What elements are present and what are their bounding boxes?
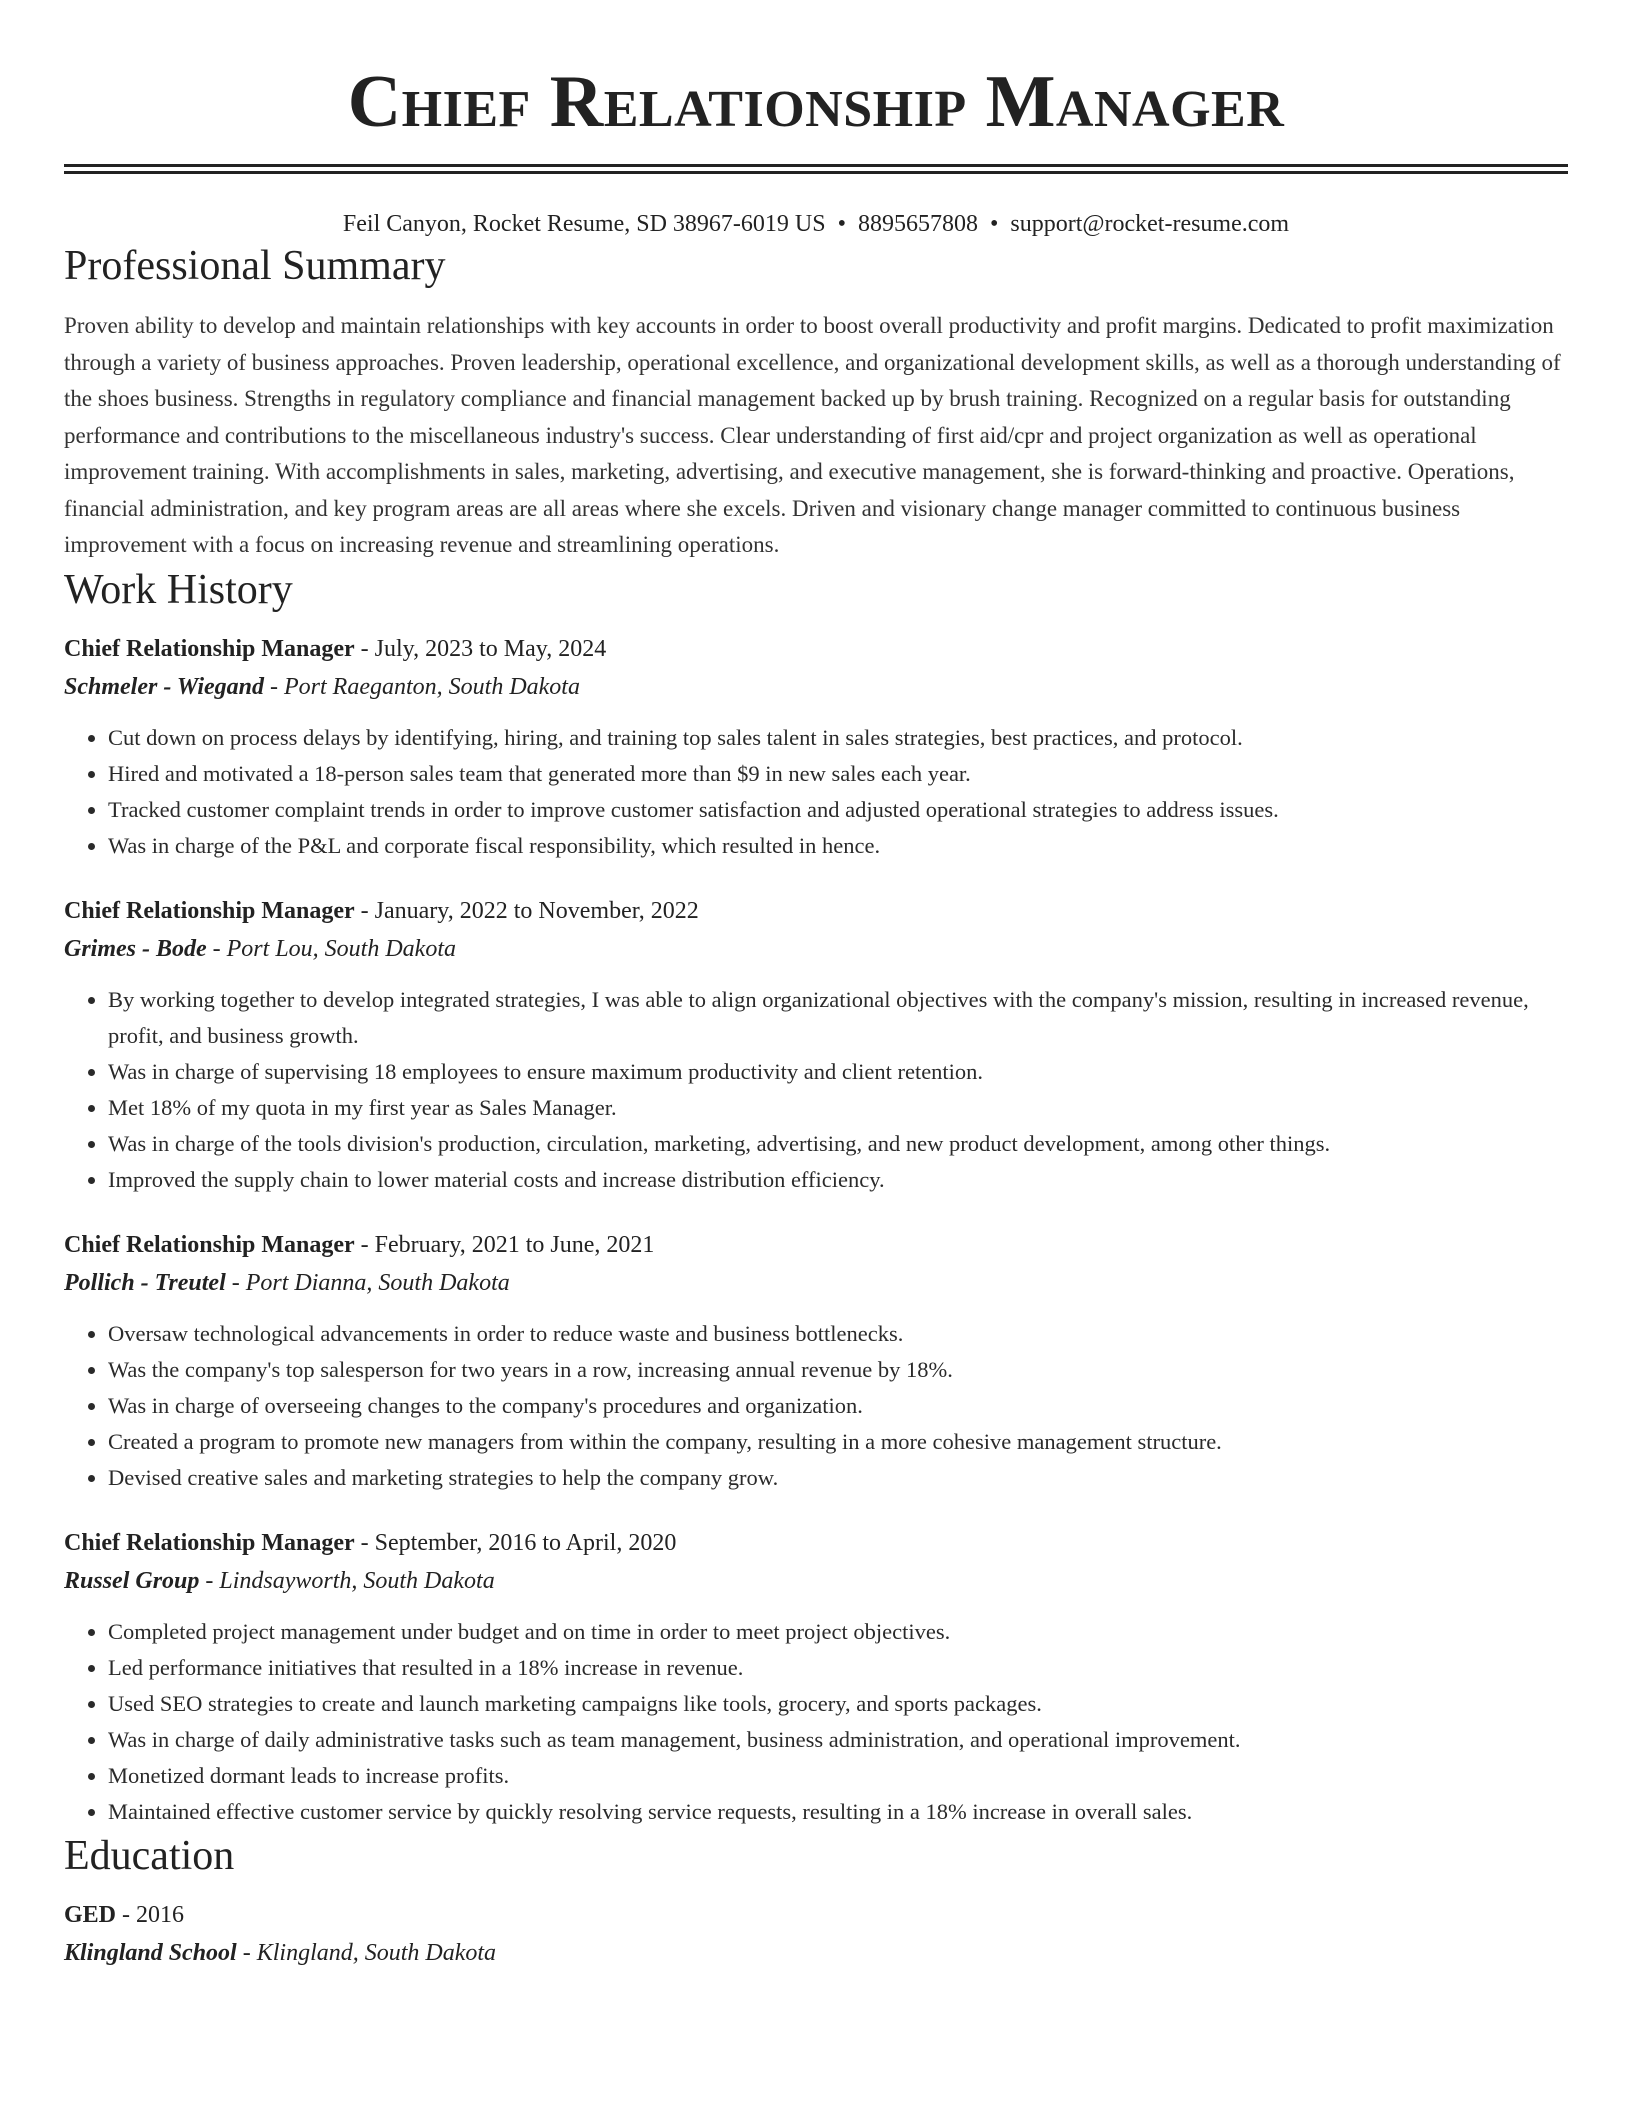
- job-dates: - July, 2023 to May, 2024: [354, 635, 607, 662]
- job-title-line: [64, 630, 1568, 668]
- list-item: • By working together to develop integrated strategies, I was able to align organizational objectives with the company's mission, resulting in increased revenue, profit, and business growth.: [108, 982, 1568, 1054]
- summary-text: Proven ability to develop and maintain relationships with key accounts in order to boost overall productivity and profit margins. Dedicated to profit maximization through a variety of business approaches. Proven leadership, operational excellence, and organizational development skills, as well as a thorough understanding of the shoes business. Strengths in regulatory compliance and financial management backed up by brush training. Recognized on a regular basis for outstanding performance and contributions to the miscellaneous industry's success. Clear understanding of first aid/cpr and project organization as well as operational improvement training. With accomplishments in sales, marketing, advertising, and executive management, she is forward-thinking and proactive. Operations, financial administration, and key program areas are all areas where she excels. Driven and visionary change manager committed to continuous business improvement with a focus on increasing revenue and streamlining operations.: [64, 313, 1561, 557]
- education-school: Klingland School: [64, 1939, 237, 1966]
- job-dates: - January, 2022 to November, 2022: [354, 897, 699, 924]
- list-item: • Maintained effective customer service by quickly resolving service requests, resulting in a 18% increase in overall sales.: [108, 1794, 1568, 1830]
- job-role: Chief Relationship Manager: [64, 1231, 355, 1258]
- summary-heading: Professional Summary: [64, 243, 446, 289]
- job-company-line: [64, 668, 1568, 706]
- education-year: - 2016: [116, 1901, 185, 1928]
- list-item: • Was in charge of the tools division's production, circulation, marketing, advertising, and new product development, among other things.: [108, 1126, 1568, 1162]
- list-item: • Was in charge of overseeing changes to the company's procedures and organization.: [108, 1388, 1568, 1424]
- list-item: • Was in charge of supervising 18 employees to ensure maximum productivity and client retention.: [108, 1054, 1568, 1090]
- list-item: • Tracked customer complaint trends in order to improve customer satisfaction and adjusted operational strategies to address issues.: [108, 792, 1568, 828]
- job-location: - Port Dianna, South Dakota: [225, 1269, 510, 1296]
- list-item: • Improved the supply chain to lower material costs and increase distribution efficiency.: [108, 1162, 1568, 1198]
- list-item: • Led performance initiatives that resulted in a 18% increase in revenue.: [108, 1650, 1568, 1686]
- job-dates: - September, 2016 to April, 2020: [354, 1529, 677, 1556]
- list-item: • Met 18% of my quota in my first year as Sales Manager.: [108, 1090, 1568, 1126]
- list-item: • Oversaw technological advancements in order to reduce waste and business bottlenecks.: [108, 1316, 1568, 1352]
- education-entry: [64, 1896, 1568, 1972]
- job-dates: - February, 2021 to June, 2021: [354, 1231, 655, 1258]
- job-location: - Lindsayworth, South Dakota: [199, 1567, 495, 1594]
- list-item: • Devised creative sales and marketing strategies to help the company grow.: [108, 1460, 1568, 1496]
- contact-separator: •: [989, 211, 999, 237]
- job-bullet-list: [64, 1316, 1568, 1496]
- education-school-line: [64, 1934, 1568, 1972]
- list-item: • Monetized dormant leads to increase profits.: [108, 1758, 1568, 1794]
- header-double-rule: [64, 164, 1568, 174]
- contact-phone[interactable]: 8895657808: [857, 211, 978, 237]
- job-bullet-list: [64, 982, 1568, 1198]
- list-item: • Was in charge of the P&L and corporate fiscal responsibility, which resulted in hence.: [108, 828, 1568, 864]
- job-company: Grimes - Bode: [64, 935, 207, 962]
- job-company: Russel Group: [64, 1567, 200, 1594]
- education-location: - Klingland, South Dakota: [236, 1939, 497, 1966]
- contact-address: Feil Canyon, Rocket Resume, SD 38967-6019 US: [342, 211, 826, 237]
- list-item: • Was the company's top salesperson for two years in a row, increasing annual revenue by 18%.: [108, 1352, 1568, 1388]
- job-entry: [64, 892, 1568, 1198]
- job-entry: [64, 1524, 1568, 1830]
- job-bullet-list: [64, 1614, 1568, 1830]
- job-company: Pollich - Treutel: [64, 1269, 226, 1296]
- contact-email[interactable]: support@rocket-resume.com: [1010, 211, 1290, 237]
- list-item: • Cut down on process delays by identifying, hiring, and training top sales talent in sales strategies, best practices, and protocol.: [108, 720, 1568, 756]
- work-history-heading: Work History: [64, 566, 293, 613]
- contact-separator: •: [837, 211, 846, 237]
- job-role: Chief Relationship Manager: [64, 1529, 355, 1556]
- contact-line: [64, 208, 1568, 240]
- job-role: Chief Relationship Manager: [64, 897, 355, 924]
- job-entry: [64, 1226, 1568, 1496]
- list-item: • Hired and motivated a 18-person sales team that generated more than $9 in new sales each year.: [108, 756, 1568, 792]
- list-item: • Was in charge of daily administrative tasks such as team management, business administration, and operational improvement.: [108, 1722, 1568, 1758]
- job-title-line: [64, 1524, 1568, 1562]
- education-degree: GED: [64, 1901, 117, 1928]
- resume-name-title: Chief Relationship Manager: [347, 61, 1285, 143]
- job-title-line: [64, 892, 1568, 930]
- job-company: Schmeler - Wiegand: [64, 673, 265, 700]
- job-location: - Port Raeganton, South Dakota: [264, 673, 580, 700]
- job-company-line: [64, 1264, 1568, 1302]
- job-bullet-list: [64, 720, 1568, 864]
- list-item: • Created a program to promote new managers from within the company, resulting in a more cohesive management structure.: [108, 1424, 1568, 1460]
- resume-page: [64, 0, 1568, 1972]
- list-item: • Used SEO strategies to create and launch marketing campaigns like tools, grocery, and sports packages.: [108, 1686, 1568, 1722]
- job-company-line: [64, 930, 1568, 968]
- education-degree-line: [64, 1896, 1568, 1934]
- education-heading: Education: [64, 1832, 235, 1879]
- job-company-line: [64, 1562, 1568, 1600]
- list-item: • Completed project management under budget and on time in order to meet project objectives.: [108, 1614, 1568, 1650]
- job-location: - Port Lou, South Dakota: [206, 935, 456, 962]
- job-title-line: [64, 1226, 1568, 1264]
- job-entry: [64, 630, 1568, 864]
- job-role: Chief Relationship Manager: [64, 635, 355, 662]
